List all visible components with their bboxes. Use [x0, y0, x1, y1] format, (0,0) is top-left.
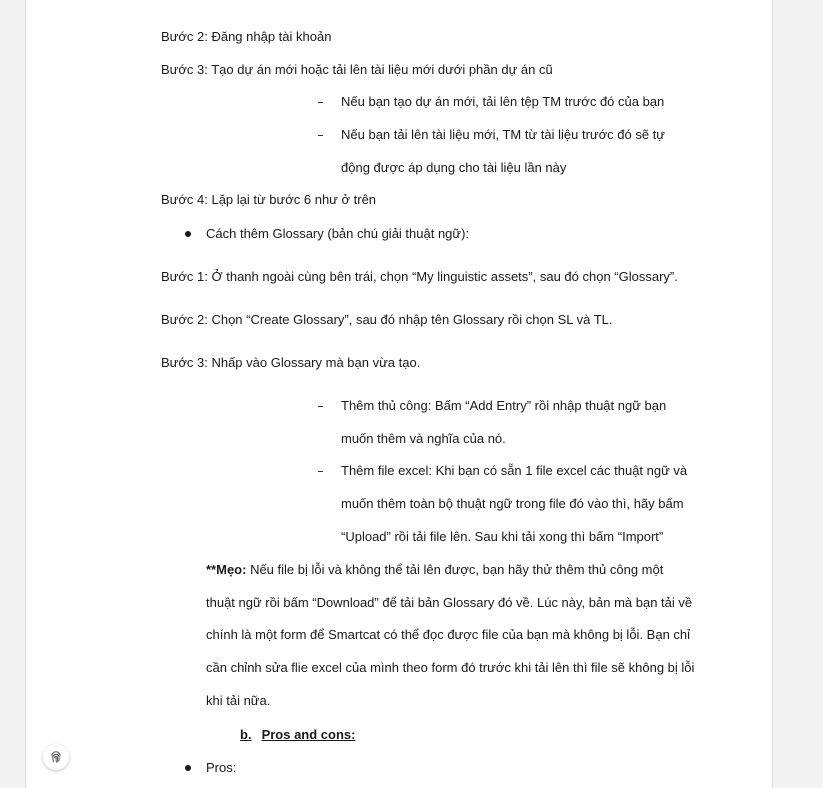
- tip-line-3: chính là một form để Smartcat có thể đọc được file của bạn mà không bị lỗi. Bạn chỉ: [206, 627, 691, 642]
- section-b-heading: [240, 727, 355, 743]
- sub-item-new-document-l2: động được áp dụng cho tài liệu lần này: [341, 160, 567, 175]
- step-4: Bước 4: Lặp lại từ bước 6 như ở trên: [161, 192, 377, 207]
- tip-label: **Mẹo:: [206, 562, 247, 577]
- fingerprint-button[interactable]: [43, 744, 69, 770]
- sub-item-new-project: Nếu bạn tạo dự án mới, tải lên tệp TM trước đó của bạn: [341, 94, 665, 109]
- dash-marker: [318, 471, 323, 472]
- step-2-login: Bước 2: Đăng nhập tài khoản: [161, 29, 332, 44]
- tip-line-5: khi tải nữa.: [206, 693, 271, 708]
- dash-marker: [318, 406, 323, 407]
- sub-item-new-document-l1: Nếu bạn tải lên tài liệu mới, TM từ tài liệu trước đó sẽ tự: [341, 127, 665, 142]
- manual-add-l2: muốn thêm và nghĩa của nó.: [341, 431, 506, 446]
- fingerprint-icon: [49, 750, 63, 764]
- section-b-number: b.: [240, 727, 252, 742]
- manual-add-l1: Thêm thủ công: Bấm “Add Entry” rồi nhập thuật ngữ bạn: [341, 398, 667, 413]
- excel-add-l2: muốn thêm toàn bộ thuật ngữ trong file đó vào thì, hãy bấm: [341, 496, 684, 511]
- glossary-step-1: Bước 1: Ở thanh ngoài cùng bên trái, chọn “My linguistic assets”, sau đó chọn “Glossary”.: [161, 269, 678, 284]
- glossary-bullet: Cách thêm Glossary (bản chú giải thuật ngữ):: [206, 226, 470, 241]
- dash-marker: [318, 102, 323, 103]
- pros-bullet: Pros:: [206, 760, 237, 775]
- tip-line-1: [206, 562, 663, 578]
- bullet-dot: [185, 765, 191, 771]
- excel-add-l3: “Upload” rồi tải file lên. Sau khi tải xong thì bấm “Import”: [341, 529, 664, 544]
- tip-line-2: thuật ngữ rồi bấm “Download” để tải bản Glossary đó về. Lúc này, bản mà bạn tải về: [206, 595, 693, 610]
- bullet-dot: [185, 231, 191, 237]
- glossary-step-2: Bước 2: Chọn “Create Glossary”, sau đó nhập tên Glossary rồi chọn SL và TL.: [161, 312, 613, 327]
- section-b-title: Pros and cons:: [261, 727, 356, 742]
- tip-line-4: cần chỉnh sửa flie excel của mình theo form đó trước khi tải lên thì file sẽ không bị lỗi: [206, 660, 695, 675]
- excel-add-l1: Thêm file excel: Khi bạn có sẵn 1 file excel các thuật ngữ và: [341, 463, 688, 478]
- step-3-project: Bước 3: Tạo dự án mới hoặc tải lên tài liệu mới dưới phần dự án cũ: [161, 62, 553, 77]
- tip-text-1: Nếu file bị lỗi và không thể tải lên được, bạn hãy thử thêm thủ công một: [246, 562, 664, 577]
- dash-marker: [318, 135, 323, 136]
- glossary-step-3: Bước 3: Nhấp vào Glossary mà bạn vừa tạo.: [161, 355, 421, 370]
